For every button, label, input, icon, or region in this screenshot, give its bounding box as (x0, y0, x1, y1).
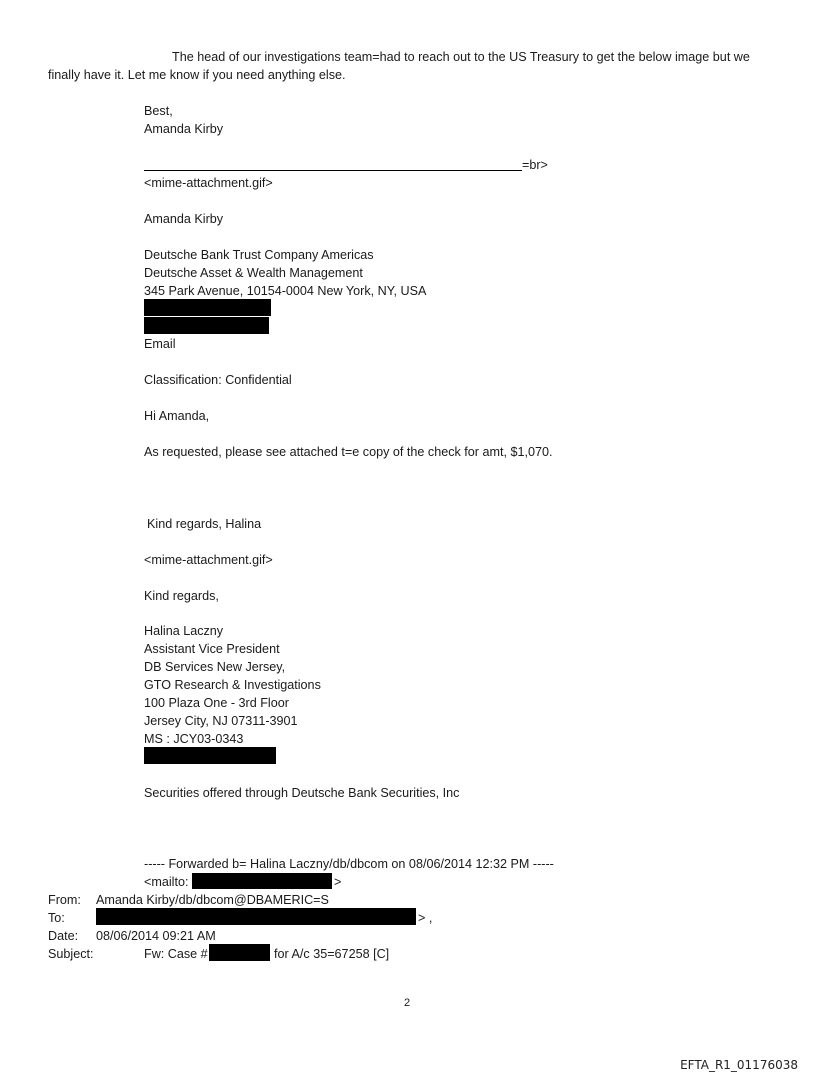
subject-label: Subject: (48, 947, 94, 961)
halina-title: Assistant Vice President (144, 642, 280, 656)
signature-divider (144, 170, 522, 171)
redaction-block (209, 944, 270, 961)
attachment-1: <mime-attachment.gif> (144, 176, 273, 190)
halina-street: 100 Plaza One - 3rd Floor (144, 696, 289, 710)
to-tail: > , (418, 911, 433, 925)
from-value: Amanda Kirby/db/dbcom@DBAMERIC=S (96, 893, 329, 907)
date-value: 08/06/2014 09:21 AM (96, 929, 216, 943)
halina-dept: GTO Research & Investigations (144, 678, 321, 692)
subject-prefix: Fw: Case # (144, 947, 208, 961)
redaction-block (144, 317, 269, 334)
request-line: As requested, please see attached t=e copy of the check for amt, $1,070. (144, 445, 553, 459)
classification: Classification: Confidential (144, 373, 292, 387)
signoff-name: Amanda Kirby (144, 122, 224, 136)
signoff: Best, (144, 104, 173, 118)
mailto-open: <mailto: (144, 875, 189, 889)
securities-note: Securities offered through Deutsche Bank Securities, Inc (144, 786, 460, 800)
kind-regards: Kind regards, (144, 589, 219, 603)
forwarded-line: ----- Forwarded b= Halina Laczny/db/dbcom on 08/06/2014 12:32 PM ----- (144, 857, 554, 871)
halina-ms: MS : JCY03-0343 (144, 732, 244, 746)
sig-address: 345 Park Avenue, 10154-0004 New York, NY, USA (144, 284, 427, 298)
sig-name: Amanda Kirby (144, 212, 224, 226)
sig-division: Deutsche Asset & Wealth Management (144, 266, 363, 280)
page-number: 2 (404, 997, 411, 1009)
redaction-block (192, 873, 332, 889)
halina-company: DB Services New Jersey, (144, 660, 286, 674)
attachment-2: <mime-attachment.gif> (144, 553, 273, 567)
kind-regards-halina: Kind regards, Halina (147, 517, 262, 531)
to-label: To: (48, 911, 65, 925)
mailto-close: > (334, 875, 342, 889)
subject-suffix: for A/c 35=67258 [C] (274, 947, 390, 961)
redaction-block (144, 299, 271, 316)
br-tag: =br> (522, 158, 548, 172)
redaction-block (144, 747, 276, 764)
date-label: Date: (48, 929, 79, 943)
halina-name: Halina Laczny (144, 624, 224, 638)
greeting: Hi Amanda, (144, 409, 210, 423)
sig-company: Deutsche Bank Trust Company Americas (144, 248, 374, 262)
intro-line-1: The head of our investigations team=had to reach out to the US Treasury to get the below image but we (172, 50, 750, 64)
redaction-block (96, 908, 416, 925)
intro-line-2: finally have it. Let me know if you need anything else. (48, 68, 346, 82)
sig-email: Email (144, 337, 176, 351)
halina-city: Jersey City, NJ 07311-3901 (144, 714, 298, 728)
from-label: From: (48, 893, 81, 907)
document-id: EFTA_R1_01176038 (680, 1058, 798, 1072)
